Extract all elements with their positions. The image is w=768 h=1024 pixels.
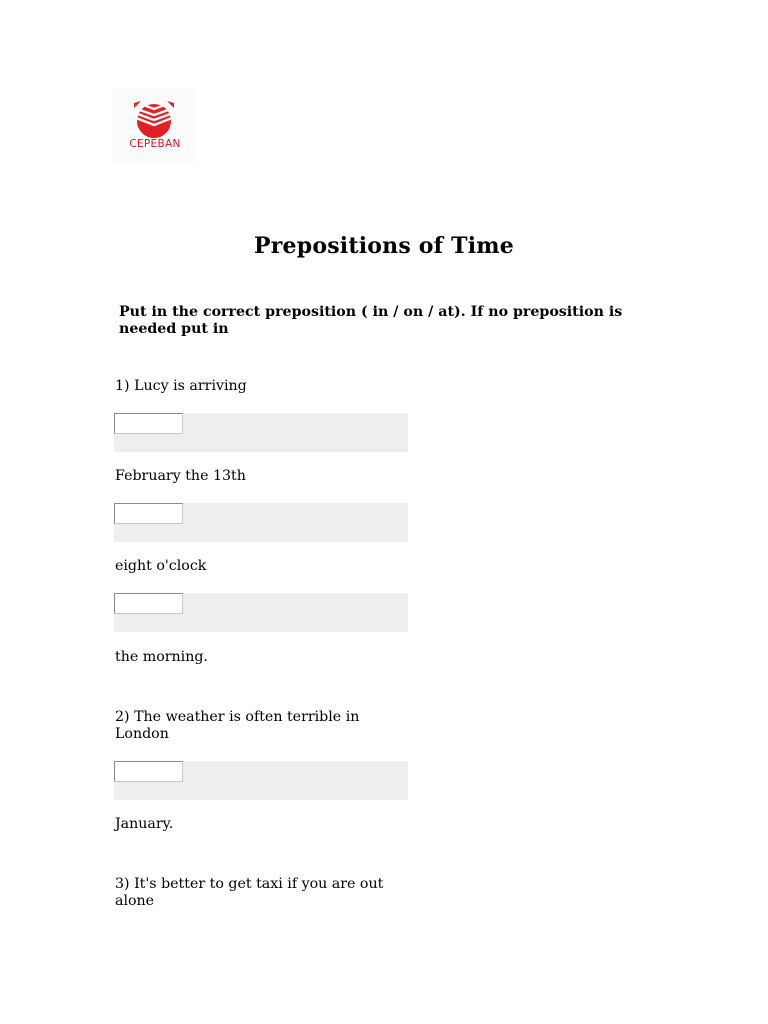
question-1-part-3: eight o'clock [115, 558, 207, 574]
answer-input-4[interactable] [114, 761, 183, 782]
question-3-intro: 3) It's better to get taxi if you are out alone [115, 876, 384, 909]
cepeban-logo [112, 88, 198, 166]
question-1-part-4: the morning. [115, 649, 208, 665]
question-1-intro: 1) Lucy is arriving [115, 378, 247, 394]
question-1-part-2: February the 13th [115, 468, 246, 484]
answer-input-2[interactable] [114, 503, 183, 524]
question-2-part-2: January. [115, 816, 174, 832]
answer-row-2 [114, 503, 408, 542]
answer-input-1[interactable] [114, 413, 183, 434]
answer-input-3[interactable] [114, 593, 183, 614]
logo-emblem-icon [112, 88, 198, 166]
page-title: Prepositions of Time [254, 233, 514, 259]
answer-row-4 [114, 761, 408, 800]
answer-row-1 [114, 413, 408, 452]
answer-row-3 [114, 593, 408, 632]
question-2-intro: 2) The weather is often terrible in London [115, 709, 360, 742]
logo-wordmark: CEPEBAN [129, 138, 181, 150]
instructions-text: Put in the correct preposition ( in / on / at). If no preposition is needed put in [119, 304, 623, 337]
